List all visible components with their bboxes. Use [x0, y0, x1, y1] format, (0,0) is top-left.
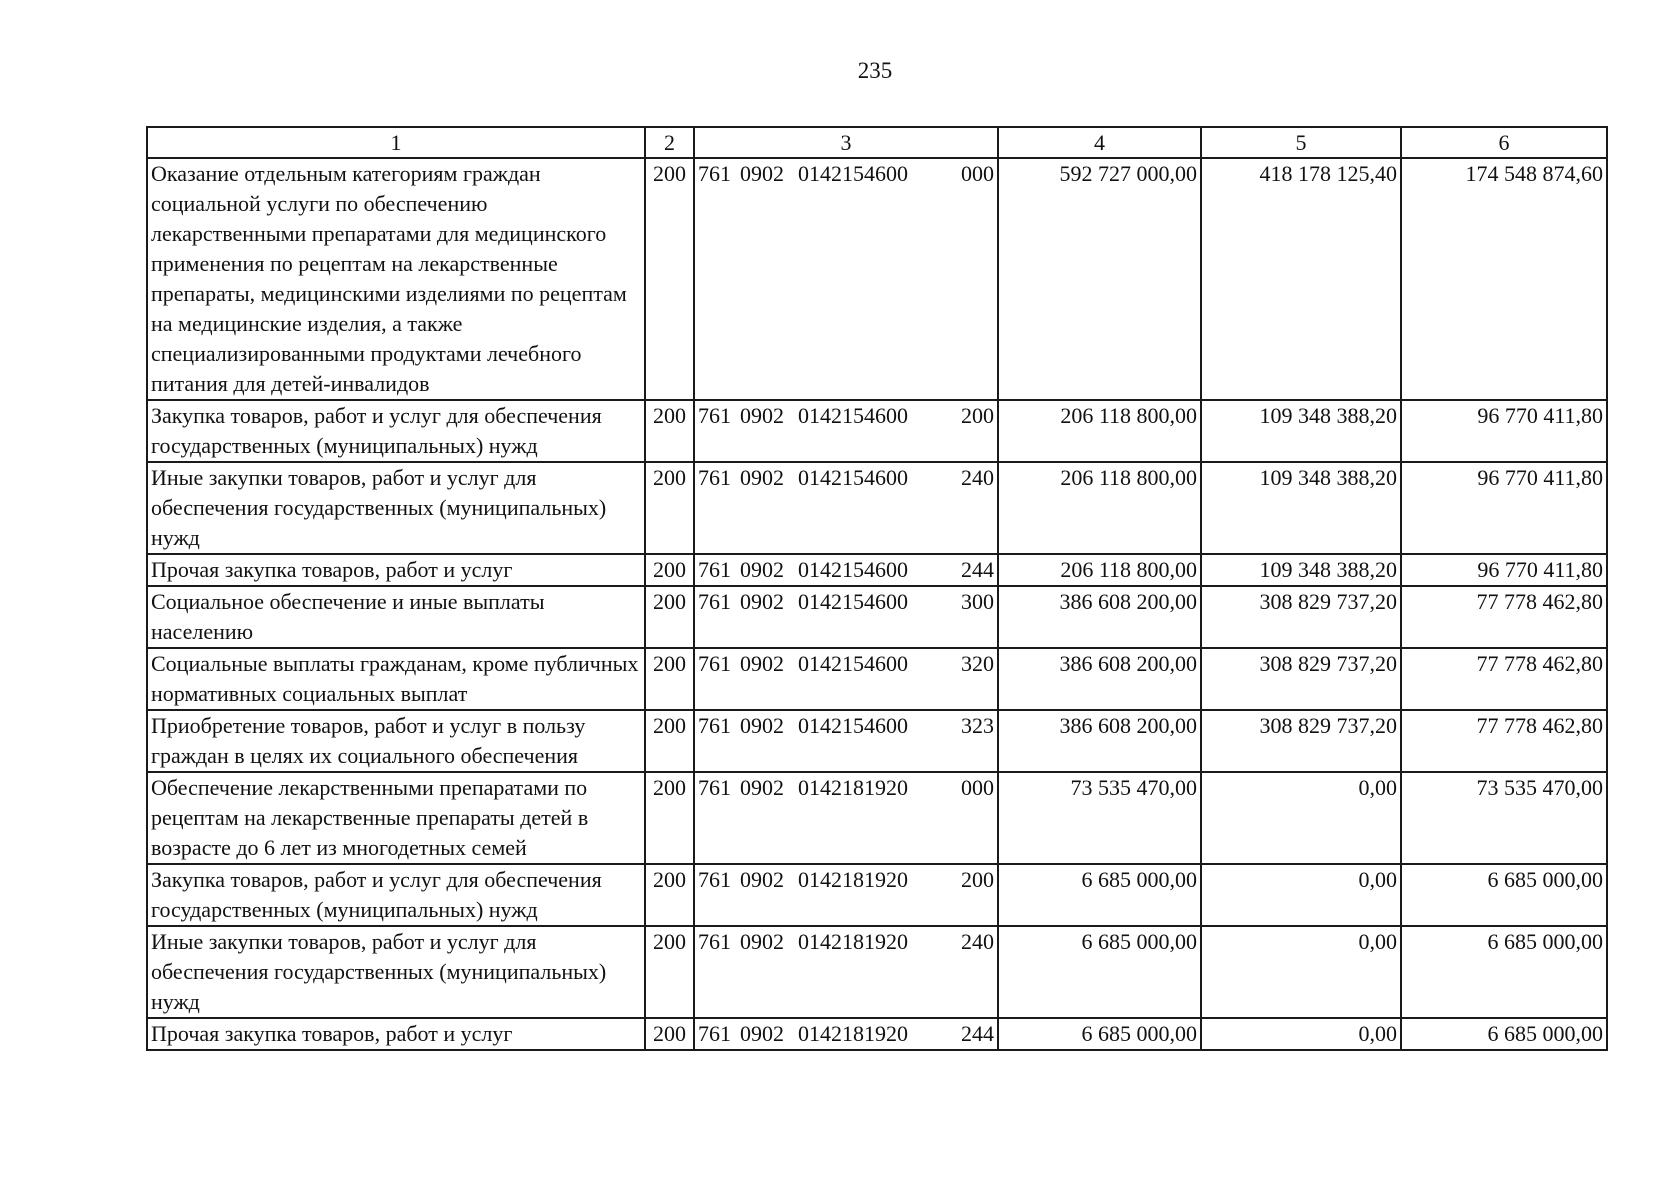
- page-number: 235: [857, 58, 893, 83]
- row-code-200-cell: 200: [645, 864, 694, 926]
- row-amount-executed: 0,00: [1201, 1018, 1401, 1050]
- row-budget-code-cell: [694, 864, 998, 926]
- code-section: 0902: [740, 867, 784, 892]
- row-amount-remaining: 77 778 462,80: [1401, 586, 1607, 648]
- row-amount-approved: 6 685 000,00: [998, 926, 1201, 1018]
- table-row: [147, 926, 1607, 1018]
- table-header-row: [147, 127, 1607, 158]
- row-amount-remaining: 77 778 462,80: [1401, 648, 1607, 710]
- row-budget-code-cell: [694, 586, 998, 648]
- row-amount-remaining: 77 778 462,80: [1401, 710, 1607, 772]
- row-amount-approved: 386 608 200,00: [998, 710, 1201, 772]
- code-section: 0902: [740, 589, 784, 614]
- code-expense-type: 000: [961, 775, 994, 800]
- table-row: [147, 648, 1607, 710]
- row-name-cell: Закупка товаров, работ и услуг для обеспечения государственных (муниципальных) нужд: [147, 400, 645, 462]
- code-expense-type: 323: [961, 713, 994, 738]
- row-name-cell: Приобретение товаров, работ и услуг в пользу граждан в целях их социального обеспечения: [147, 710, 645, 772]
- row-name-cell: Социальное обеспечение и иные выплаты населению: [147, 586, 645, 648]
- header-cell-5: 5: [1201, 127, 1401, 158]
- row-amount-remaining: 6 685 000,00: [1401, 1018, 1607, 1050]
- code-target-article: 0142154600: [798, 465, 908, 490]
- row-name-cell: Оказание отдельным категориям граждан социальной услуги по обеспечению лекарственными препаратами для медицинского применения по рецептам на лекарственные препараты, медицинскими изделиями по рецептам на медицинские изделия, а также специализированными продуктами лечебного питания для детей-инвалидов: [147, 158, 645, 400]
- row-amount-executed: 109 348 388,20: [1201, 400, 1401, 462]
- table-row: [147, 586, 1607, 648]
- row-amount-remaining: 6 685 000,00: [1401, 864, 1607, 926]
- code-expense-type: 200: [961, 867, 994, 892]
- row-amount-approved: 206 118 800,00: [998, 462, 1201, 554]
- row-amount-approved: 386 608 200,00: [998, 648, 1201, 710]
- code-expense-type: 240: [961, 465, 994, 490]
- row-code-200-cell: 200: [645, 926, 694, 1018]
- row-budget-code-cell: [694, 772, 998, 864]
- row-amount-approved: 6 685 000,00: [998, 1018, 1201, 1050]
- row-name-cell: Обеспечение лекарственными препаратами по рецептам на лекарственные препараты детей в возрасте до 6 лет из многодетных семей: [147, 772, 645, 864]
- header-cell-3: 3: [694, 127, 998, 158]
- code-section: 0902: [740, 651, 784, 676]
- row-amount-executed: 0,00: [1201, 772, 1401, 864]
- header-cell-4: 4: [998, 127, 1201, 158]
- code-expense-type: 240: [961, 929, 994, 954]
- table-row: [147, 462, 1607, 554]
- code-target-article: 0142154600: [798, 403, 908, 428]
- row-code-200-cell: 200: [645, 772, 694, 864]
- code-target-article: 0142154600: [798, 161, 908, 186]
- row-code-200-cell: 200: [645, 710, 694, 772]
- code-expense-type: 200: [961, 403, 994, 428]
- code-section: 0902: [740, 1021, 784, 1046]
- code-section: 0902: [740, 161, 784, 186]
- row-amount-remaining: 73 535 470,00: [1401, 772, 1607, 864]
- row-code-200-cell: 200: [645, 400, 694, 462]
- row-amount-executed: 418 178 125,40: [1201, 158, 1401, 400]
- code-expense-type: 244: [961, 557, 994, 582]
- code-expense-type: 300: [961, 589, 994, 614]
- table-body: [147, 127, 1607, 1050]
- header-cell-1: 1: [147, 127, 645, 158]
- header-cell-2: 2: [645, 127, 694, 158]
- row-name-cell: Прочая закупка товаров, работ и услуг: [147, 1018, 645, 1050]
- row-amount-remaining: 96 770 411,80: [1401, 400, 1607, 462]
- code-ministry: 761: [698, 651, 731, 676]
- table-row: [147, 554, 1607, 586]
- code-ministry: 761: [698, 589, 731, 614]
- row-amount-executed: 109 348 388,20: [1201, 554, 1401, 586]
- row-code-200-cell: 200: [645, 1018, 694, 1050]
- row-name-cell: Социальные выплаты гражданам, кроме публичных нормативных социальных выплат: [147, 648, 645, 710]
- code-expense-type: 320: [961, 651, 994, 676]
- row-amount-remaining: 96 770 411,80: [1401, 554, 1607, 586]
- table-row: [147, 864, 1607, 926]
- code-section: 0902: [740, 775, 784, 800]
- row-code-200-cell: 200: [645, 648, 694, 710]
- table-row: [147, 400, 1607, 462]
- row-code-200-cell: 200: [645, 554, 694, 586]
- code-ministry: 761: [698, 775, 731, 800]
- row-budget-code-cell: [694, 710, 998, 772]
- row-budget-code-cell: [694, 158, 998, 400]
- row-code-200-cell: 200: [645, 158, 694, 400]
- row-budget-code-cell: [694, 554, 998, 586]
- code-ministry: 761: [698, 867, 731, 892]
- code-target-article: 0142154600: [798, 557, 908, 582]
- row-budget-code-cell: [694, 648, 998, 710]
- row-budget-code-cell: [694, 400, 998, 462]
- row-name-cell: Иные закупки товаров, работ и услуг для обеспечения государственных (муниципальных) нужд: [147, 926, 645, 1018]
- row-amount-executed: 109 348 388,20: [1201, 462, 1401, 554]
- row-budget-code-cell: [694, 1018, 998, 1050]
- code-ministry: 761: [698, 557, 731, 582]
- code-section: 0902: [740, 929, 784, 954]
- code-ministry: 761: [698, 1021, 731, 1046]
- row-amount-approved: 206 118 800,00: [998, 554, 1201, 586]
- code-target-article: 0142181920: [798, 1021, 908, 1046]
- row-amount-executed: 308 829 737,20: [1201, 710, 1401, 772]
- code-target-article: 0142154600: [798, 651, 908, 676]
- row-budget-code-cell: [694, 462, 998, 554]
- row-code-200-cell: 200: [645, 586, 694, 648]
- row-amount-executed: 308 829 737,20: [1201, 648, 1401, 710]
- row-amount-remaining: 174 548 874,60: [1401, 158, 1607, 400]
- row-amount-remaining: 96 770 411,80: [1401, 462, 1607, 554]
- row-amount-executed: 308 829 737,20: [1201, 586, 1401, 648]
- row-name-cell: Иные закупки товаров, работ и услуг для обеспечения государственных (муниципальных) нужд: [147, 462, 645, 554]
- budget-table: [146, 126, 1608, 1051]
- row-amount-approved: 6 685 000,00: [998, 864, 1201, 926]
- code-section: 0902: [740, 557, 784, 582]
- table-row: [147, 710, 1607, 772]
- row-name-cell: Прочая закупка товаров, работ и услуг: [147, 554, 645, 586]
- header-cell-6: 6: [1401, 127, 1607, 158]
- code-ministry: 761: [698, 161, 731, 186]
- row-amount-approved: 73 535 470,00: [998, 772, 1201, 864]
- table-row: [147, 158, 1607, 400]
- code-target-article: 0142181920: [798, 775, 908, 800]
- row-code-200-cell: 200: [645, 462, 694, 554]
- code-ministry: 761: [698, 465, 731, 490]
- row-amount-remaining: 6 685 000,00: [1401, 926, 1607, 1018]
- code-target-article: 0142181920: [798, 867, 908, 892]
- code-section: 0902: [740, 713, 784, 738]
- code-ministry: 761: [698, 713, 731, 738]
- code-target-article: 0142154600: [798, 713, 908, 738]
- row-name-cell: Закупка товаров, работ и услуг для обеспечения государственных (муниципальных) нужд: [147, 864, 645, 926]
- code-target-article: 0142154600: [798, 589, 908, 614]
- code-target-article: 0142181920: [798, 929, 908, 954]
- row-amount-approved: 386 608 200,00: [998, 586, 1201, 648]
- code-expense-type: 000: [961, 161, 994, 186]
- table-row: [147, 1018, 1607, 1050]
- code-expense-type: 244: [961, 1021, 994, 1046]
- row-amount-executed: 0,00: [1201, 864, 1401, 926]
- code-section: 0902: [740, 465, 784, 490]
- code-ministry: 761: [698, 929, 731, 954]
- table-row: [147, 772, 1607, 864]
- code-section: 0902: [740, 403, 784, 428]
- code-ministry: 761: [698, 403, 731, 428]
- row-amount-approved: 206 118 800,00: [998, 400, 1201, 462]
- row-amount-executed: 0,00: [1201, 926, 1401, 1018]
- row-amount-approved: 592 727 000,00: [998, 158, 1201, 400]
- row-budget-code-cell: [694, 926, 998, 1018]
